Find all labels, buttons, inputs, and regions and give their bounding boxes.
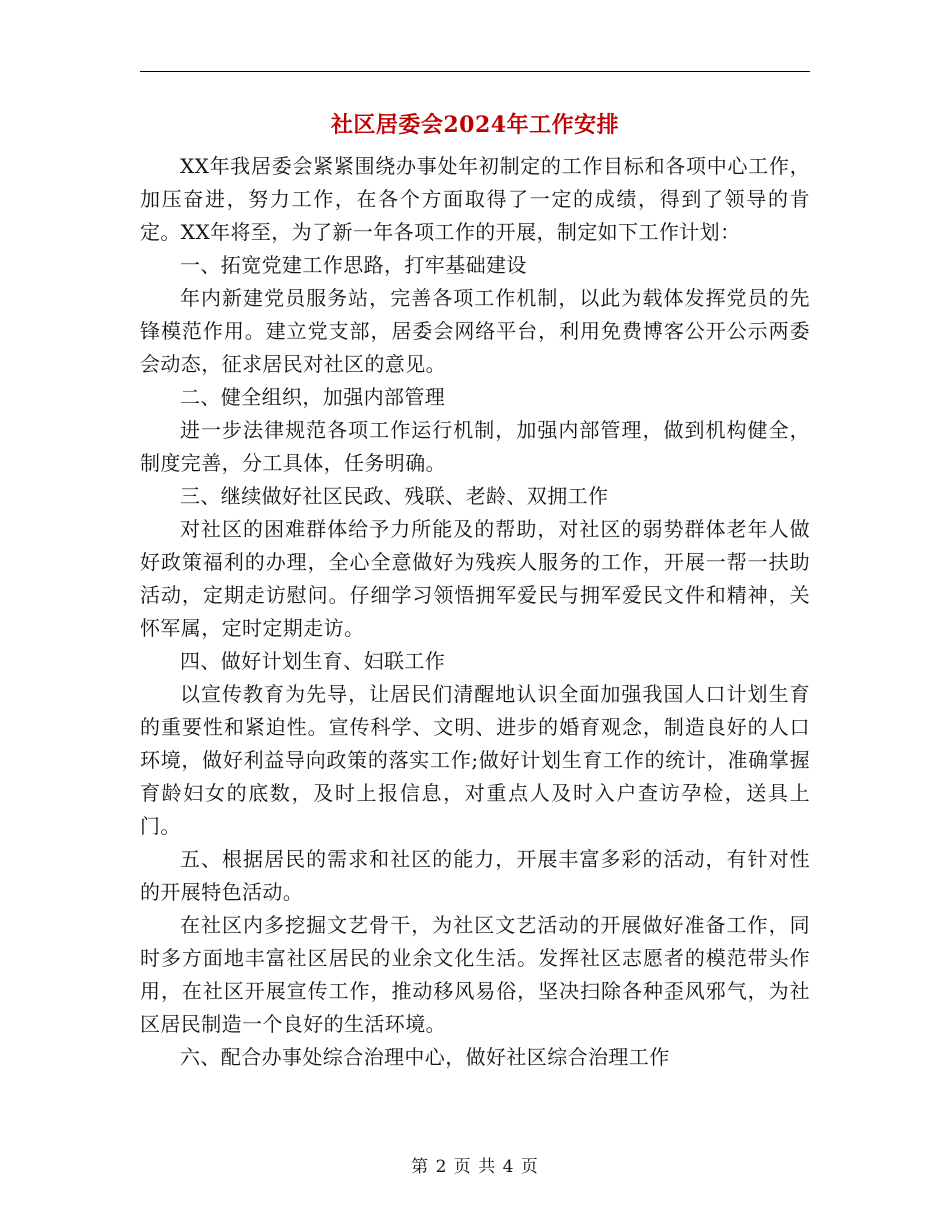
section-heading-2: 二、健全组织，加强内部管理 <box>180 385 446 409</box>
paragraph-section-2: 进一步法律规范各项工作运行机制，加强内部管理，做到机构健全，制度完善，分工具体，任务明确。 <box>140 418 810 475</box>
header-rule <box>140 71 810 72</box>
page-number-footer: 第 2 页 共 4 页 <box>411 1157 539 1177</box>
paragraph-intro: XX年我居委会紧紧围绕办事处年初制定的工作目标和各项中心工作，加压奋进，努力工作，在各个方面取得了一定的成绩，得到了领导的肯定。XX年将至，为了新一年各项工作的开展，制定如下工作计划： <box>140 154 810 244</box>
paragraph-section-5: 在社区内多挖掘文艺骨干，为社区文艺活动的开展做好准备工作，同时多方面地丰富社区居民的业余文化生活。发挥社区志愿者的模范带头作用，在社区开展宣传工作，推动移风易俗，坚决扫除各种歪风邪气，为社区居民制造一个良好的生活环境。 <box>140 913 810 1036</box>
document-body <box>140 150 810 1074</box>
section-heading-6: 六、配合办事处综合治理中心，做好社区综合治理工作 <box>180 1045 670 1069</box>
paragraph-section-1: 年内新建党员服务站，完善各项工作机制，以此为载体发挥党员的先锋模范作用。建立党支部，居委会网络平台，利用免费博客公开公示两委会动态，征求居民对社区的意见。 <box>140 286 810 376</box>
section-heading-3: 三、继续做好社区民政、残联、老龄、双拥工作 <box>180 484 609 508</box>
paragraph-section-3: 对社区的困难群体给予力所能及的帮助，对社区的弱势群体老年人做好政策福利的办理，全心全意做好为残疾人服务的工作，开展一帮一扶助活动，定期走访慰问。仔细学习领悟拥军爱民与拥军爱民文件和精神，关怀军属，定时定期走访。 <box>140 517 810 640</box>
paragraph-section-4: 以宣传教育为先导，让居民们清醒地认识全面加强我国人口计划生育的重要性和紧迫性。宣传科学、文明、进步的婚育观念，制造良好的人口环境，做好利益导向政策的落实工作;做好计划生育工作的统计，准确掌握育龄妇女的底数，及时上报信息，对重点人及时入户查访孕检，送具上门。 <box>140 682 810 838</box>
section-heading-5: 五、根据居民的需求和社区的能力，开展丰富多彩的活动，有针对性的开展特色活动。 <box>140 847 810 904</box>
section-heading-4: 四、做好计划生育、妇联工作 <box>180 649 446 673</box>
section-heading-1: 一、拓宽党建工作思路，打牢基础建设 <box>180 253 527 277</box>
document-title: 社区居委会2024年工作安排 <box>330 112 620 138</box>
